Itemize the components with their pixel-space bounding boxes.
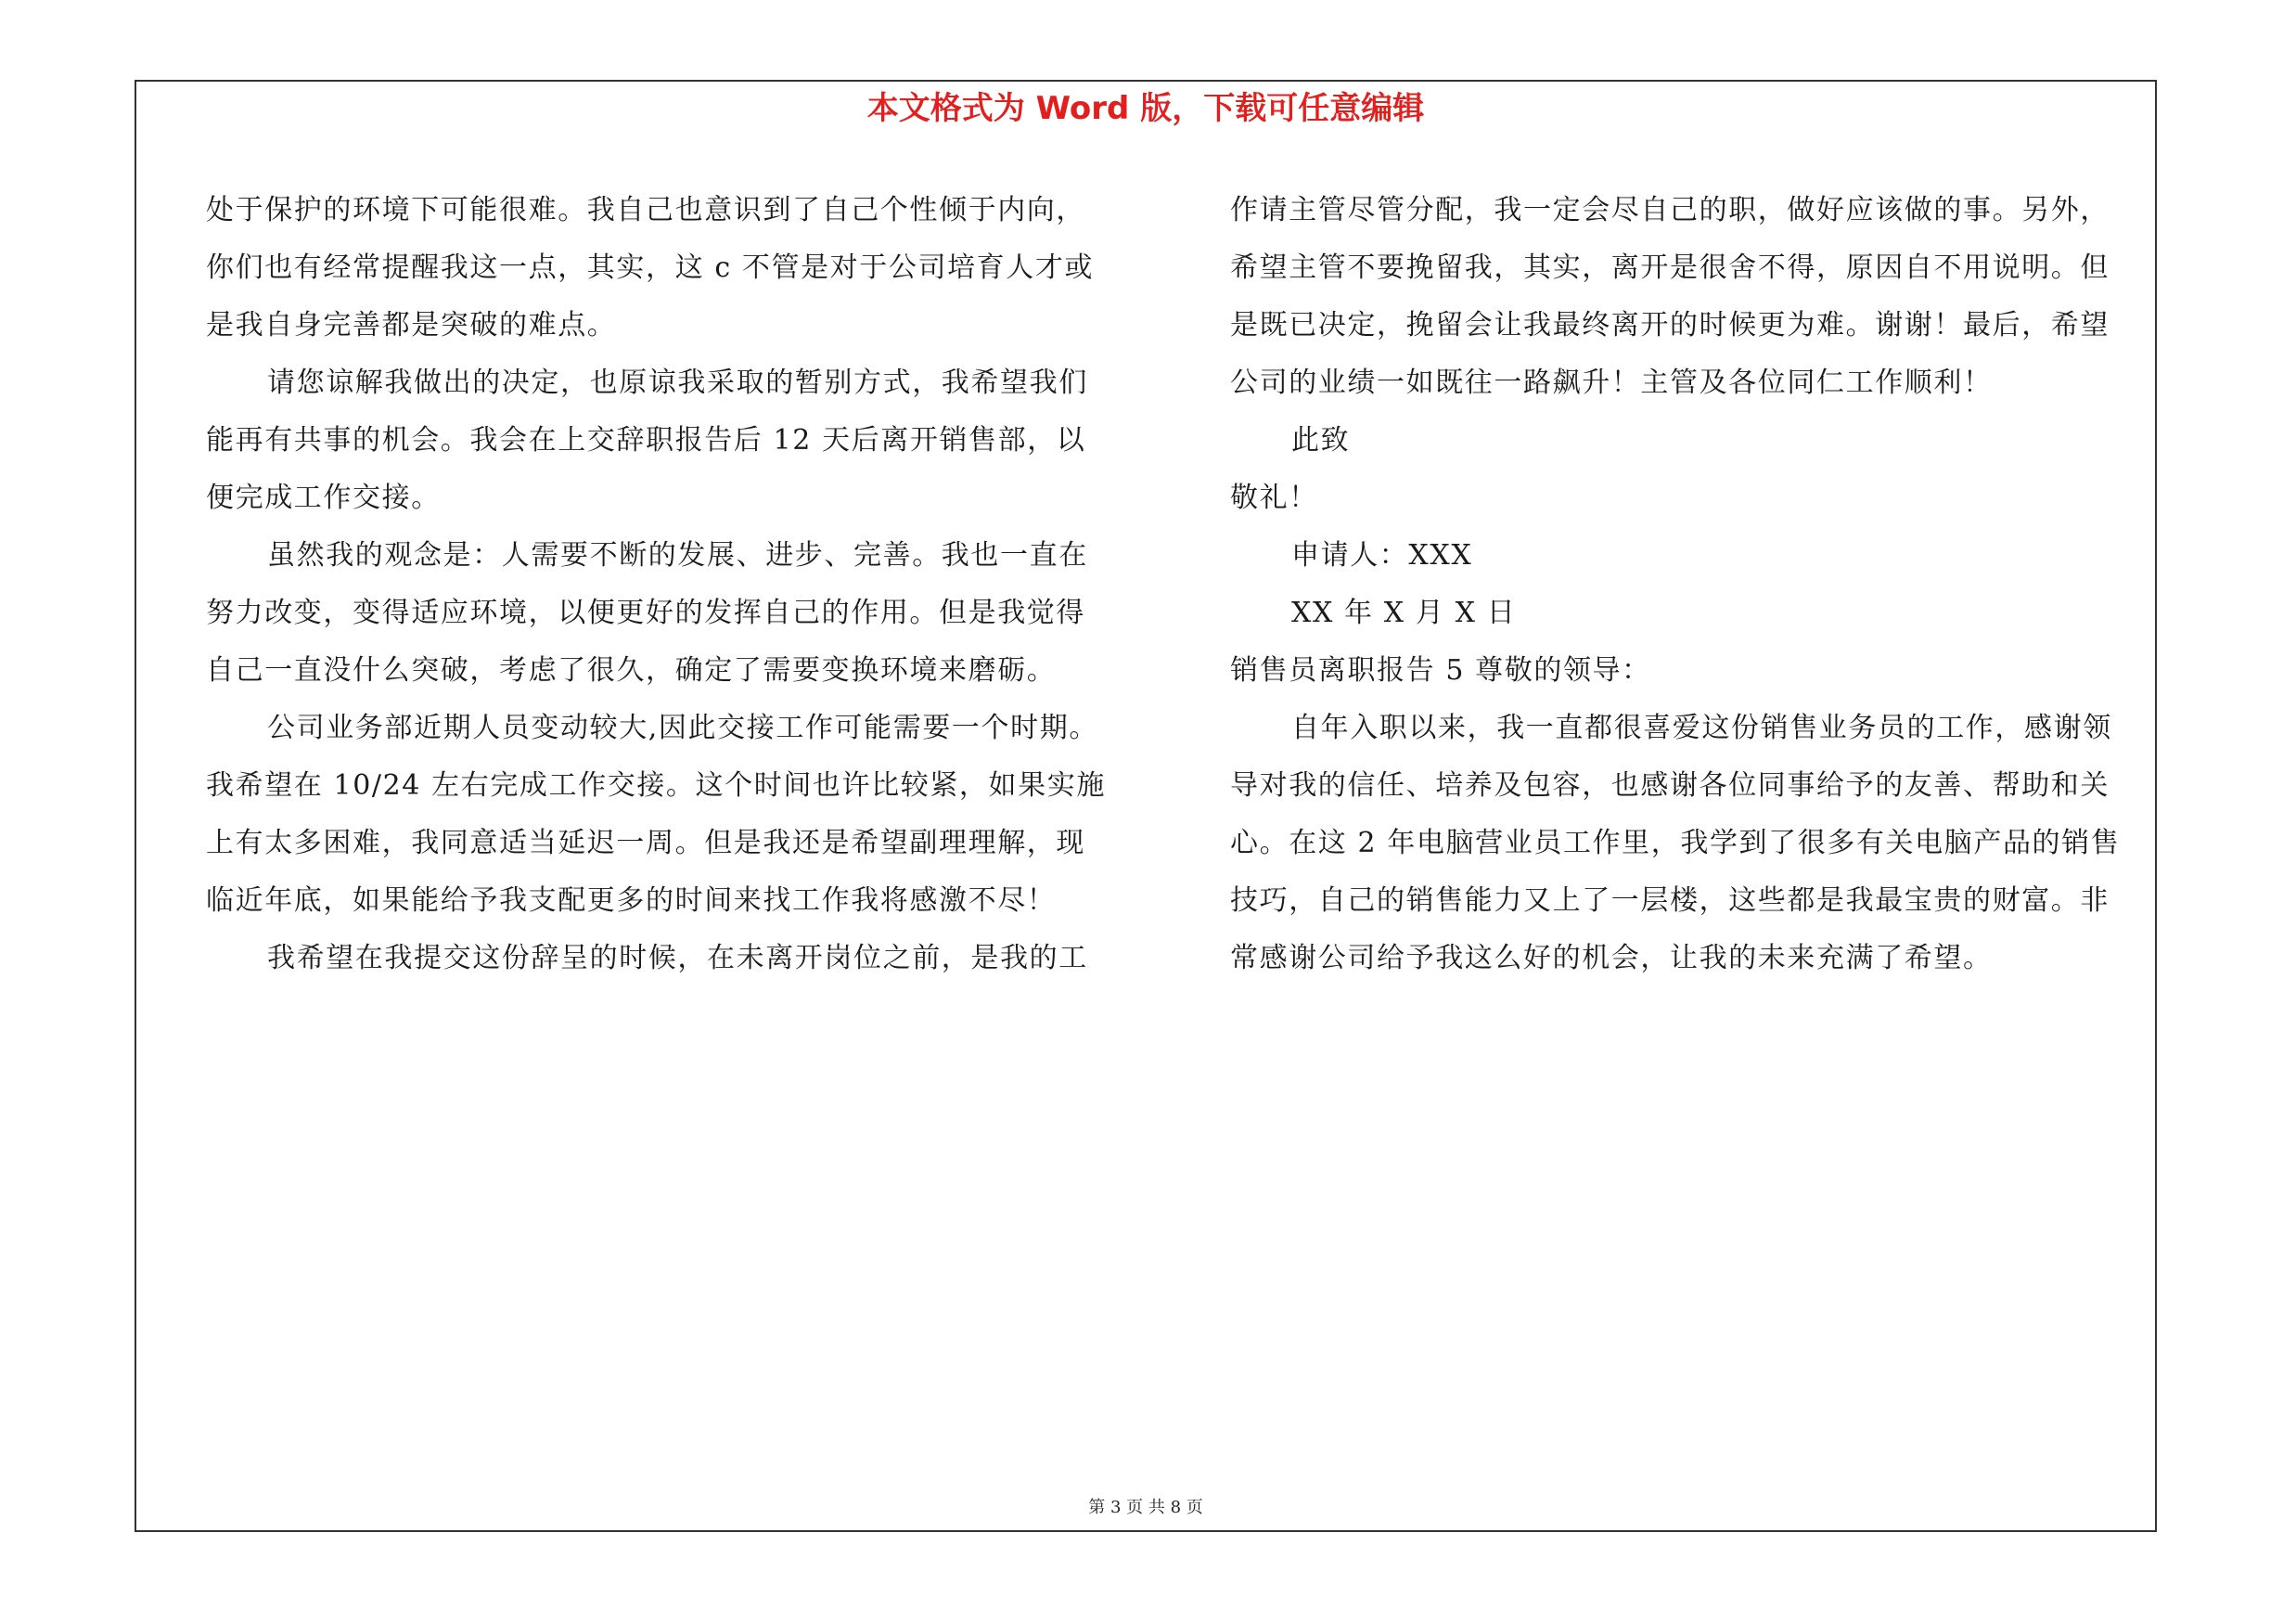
text-line: 常感谢公司给予我这么好的机会，让我的未来充满了希望。 <box>1230 942 1993 974</box>
text-line: 上有太多困难，我同意适当延迟一周。但是我还是希望副理理解，现 <box>206 827 1085 859</box>
text-line: 你们也有经常提醒我这一点，其实，这 c 不管是对于公司培育人才或 <box>206 251 1095 284</box>
text-line: 申请人：XXX <box>1291 539 1473 572</box>
text-line: 我希望在 10/24 左右完成工作交接。这个时间也许比较紧，如果实施 <box>206 769 1106 802</box>
text-line: 心。在这 2 年电脑营业员工作里，我学到了很多有关电脑产品的销售 <box>1230 827 2121 859</box>
text-line: 导对我的信任、培养及包容，也感谢各位同事给予的友善、帮助和关 <box>1230 769 2110 802</box>
text-line: 敬礼！ <box>1230 482 1318 514</box>
text-line: 自己一直没什么突破，考虑了很久，确定了需要变换环境来磨砺。 <box>206 654 1057 687</box>
text-line: 努力改变，变得适应环境，以便更好的发挥自己的作用。但是我觉得 <box>206 597 1085 629</box>
text-line: 虽然我的观念是：人需要不断的发展、进步、完善。我也一直在 <box>267 539 1088 572</box>
text-line: 自年入职以来，我一直都很喜爱这份销售业务员的工作，感谢领 <box>1291 712 2112 744</box>
text-line: 请您谅解我做出的决定，也原谅我采取的暂别方式，我希望我们 <box>267 367 1088 399</box>
text-line: XX 年 X 月 X 日 <box>1291 597 1517 629</box>
word-format-banner: 本文格式为 Word 版，下载可任意编辑 <box>866 90 1425 127</box>
text-line: 是既已决定，挽留会让我最终离开的时候更为难。谢谢！最后，希望 <box>1230 309 2110 341</box>
text-line: 此致 <box>1291 424 1351 457</box>
text-line: 销售员离职报告 5 尊敬的领导： <box>1230 654 1651 687</box>
text-line: 能再有共事的机会。我会在上交辞职报告后 12 天后离开销售部，以 <box>206 424 1086 457</box>
text-line: 公司的业绩一如既往一路飙升！主管及各位同仁工作顺利！ <box>1230 367 1993 399</box>
text-line: 是我自身完善都是突破的难点。 <box>206 309 617 341</box>
text-line: 作请主管尽管分配，我一定会尽自己的职，做好应该做的事。另外， <box>1230 194 2110 226</box>
text-line: 我希望在我提交这份辞呈的时候，在未离开岗位之前，是我的工 <box>267 942 1088 974</box>
text-line: 临近年底，如果能给予我支配更多的时间来找工作我将感激不尽！ <box>206 884 1057 917</box>
text-line: 处于保护的环境下可能很难。我自己也意识到了自己个性倾于内向， <box>206 194 1085 226</box>
text-line: 便完成工作交接。 <box>206 482 441 514</box>
text-line: 希望主管不要挽留我，其实，离开是很舍不得，原因自不用说明。但 <box>1230 251 2110 284</box>
page-number-footer: 第 3 页 共 8 页 <box>1088 1498 1203 1517</box>
text-line: 公司业务部近期人员变动较大,因此交接工作可能需要一个时期。 <box>267 712 1098 744</box>
text-line: 技巧，自己的销售能力又上了一层楼，这些都是我最宝贵的财富。非 <box>1230 884 2110 917</box>
